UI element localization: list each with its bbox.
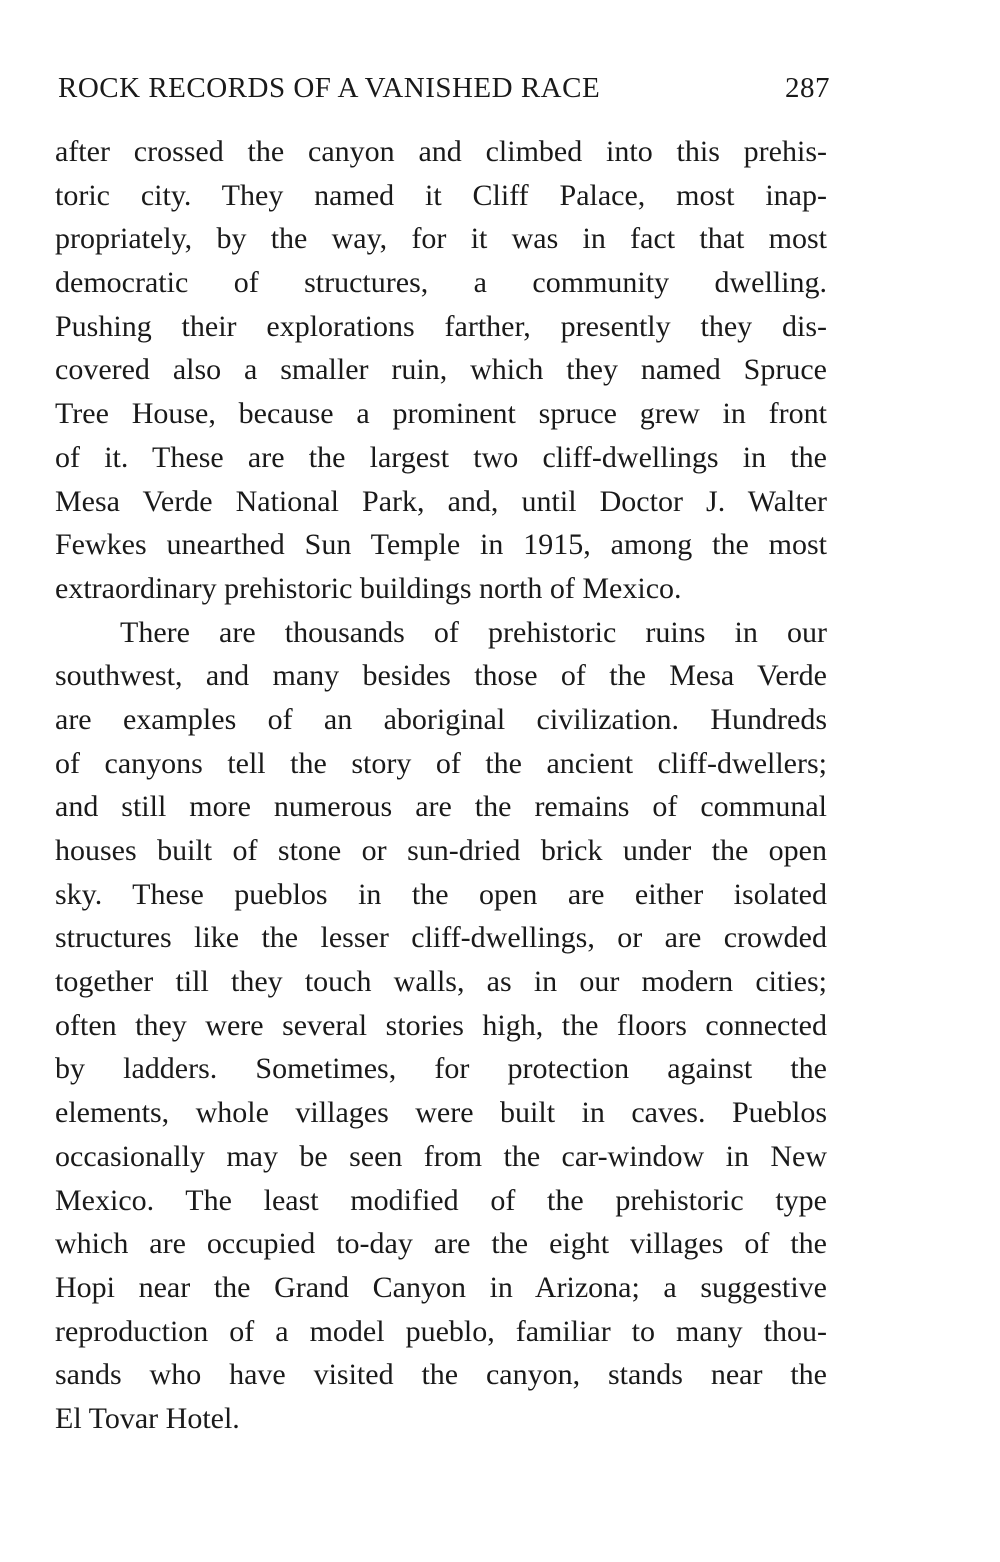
text-line: reproduction of a model pueblo, familiar to many thou-: [55, 1314, 827, 1348]
text-line: democratic of structures, a community dwelling.: [55, 266, 827, 300]
text-line: together till they touch walls, as in our modern cities;: [55, 965, 827, 999]
text-line: extraordinary prehistoric buildings north of Mexico.: [55, 571, 682, 605]
text-line: often they were several stories high, the floors connected: [55, 1008, 827, 1042]
text-line: after crossed the canyon and climbed into this prehis-: [55, 135, 827, 168]
text-line: houses built of stone or sun-dried brick under the open: [55, 834, 827, 867]
text-line: covered also a smaller ruin, which they named Spruce: [55, 353, 827, 387]
text-line: sky. These pueblos in the open are either isolated: [55, 877, 827, 911]
text-line: There are thousands of prehistoric ruins in our: [120, 615, 827, 649]
text-line: Fewkes unearthed Sun Temple in 1915, among the most: [55, 528, 827, 562]
text-line: southwest, and many besides those of the Mesa Verde: [55, 659, 827, 693]
text-line: Mexico. The least modified of the prehistoric type: [55, 1183, 827, 1217]
text-line: are examples of an aboriginal civilization. Hundreds: [55, 702, 827, 736]
text-line: by ladders. Sometimes, for protection against the: [55, 1052, 827, 1086]
text-line: Mesa Verde National Park, and, until Doctor J. Walter: [55, 484, 827, 518]
text-line: of it. These are the largest two cliff-dwellings in the: [55, 440, 827, 474]
page-body: [55, 130, 827, 1441]
text-line: which are occupied to-day are the eight villages of the: [55, 1227, 827, 1261]
text-line: toric city. They named it Cliff Palace, most inap-: [55, 178, 827, 212]
text-line: structures like the lesser cliff-dwellings, or are crowded: [55, 921, 827, 955]
paragraph: [55, 611, 827, 1441]
paragraph: [55, 130, 827, 611]
text-line: Hopi near the Grand Canyon in Arizona; a suggestive: [55, 1270, 827, 1304]
text-line: of canyons tell the story of the ancient cliff-dwellers;: [55, 746, 827, 780]
running-title: ROCK RECORDS OF A VANISHED RACE: [58, 72, 601, 104]
text-line: propriately, by the way, for it was in fact that most: [55, 222, 827, 256]
text-line: El Tovar Hotel.: [55, 1401, 240, 1435]
text-line: and still more numerous are the remains of communal: [55, 790, 827, 824]
text-line: Pushing their explorations farther, presently they dis-: [55, 309, 827, 343]
text-line: sands who have visited the canyon, stands near the: [55, 1358, 827, 1392]
text-line: elements, whole villages were built in caves. Pueblos: [55, 1096, 827, 1130]
text-line: occasionally may be seen from the car-window in New: [55, 1139, 827, 1173]
page-number: 287: [785, 72, 830, 104]
text-line: Tree House, because a prominent spruce grew in front: [55, 397, 827, 431]
